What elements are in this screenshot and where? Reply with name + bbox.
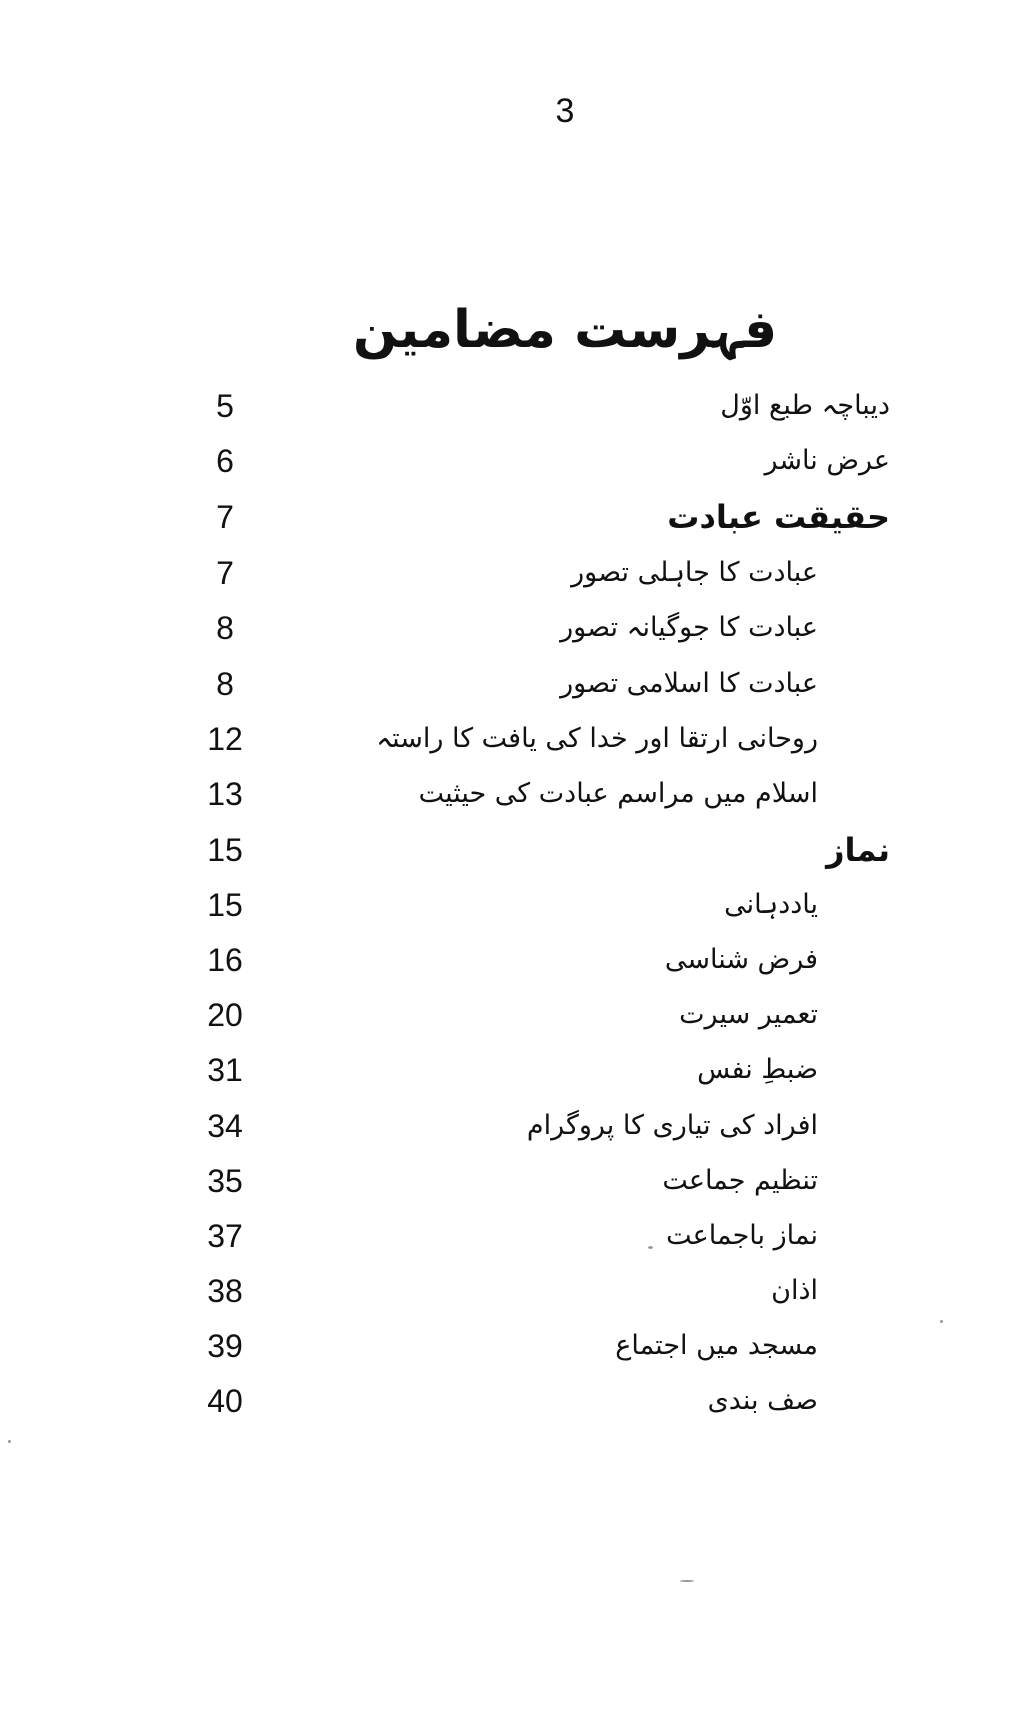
toc-entry-label: روحانی ارتقا اور خدا کی یافت کا راستہ — [376, 723, 818, 754]
toc-entry — [0, 1096, 1024, 1156]
toc-entry — [0, 598, 1024, 658]
toc-entry-label: یاددہانی — [724, 889, 818, 920]
toc-entry — [0, 875, 1024, 935]
toc-entry-label: اسلام میں مراسم عبادت کی حیثیت — [418, 778, 818, 809]
toc-entry-label: دیباچہ طبع اوّل — [720, 390, 890, 421]
toc-entry-label: صف بندی — [707, 1385, 818, 1416]
toc-entry-page: 39 — [207, 1328, 243, 1364]
scan-speck — [940, 1320, 943, 1323]
toc-entry-page: 13 — [207, 776, 243, 812]
toc-entry-page: 6 — [216, 443, 234, 479]
toc-entry-label: عبادت کا جوگیانہ تصور — [560, 612, 818, 643]
page-number: 3 — [555, 92, 575, 130]
toc-entry — [0, 930, 1024, 990]
toc-entry-label: حقیقت عبادت — [667, 498, 890, 536]
toc-entry-page: 40 — [207, 1383, 243, 1419]
toc-entry-page: 34 — [207, 1108, 243, 1144]
toc-entry — [0, 1316, 1024, 1376]
toc-entry-page: 8 — [216, 666, 234, 702]
toc-entry — [0, 376, 1024, 436]
toc-entry-label: اذان — [771, 1275, 818, 1306]
scan-speck — [8, 1440, 11, 1443]
scan-speck — [648, 1246, 653, 1249]
toc-entry-label: عبادت کا اسلامی تصور — [560, 668, 818, 699]
toc-entry-page: 5 — [216, 388, 234, 424]
scan-speck — [680, 1580, 694, 1582]
toc-entry-label: تعمیر سیرت — [679, 999, 818, 1030]
toc-section-heading — [0, 487, 1024, 547]
toc-entry — [0, 654, 1024, 714]
page-title: فہرست مضامین — [352, 300, 778, 360]
toc-entry — [0, 985, 1024, 1045]
toc-entry-page: 38 — [207, 1273, 243, 1309]
toc-entry — [0, 1206, 1024, 1266]
toc-entry-page: 20 — [207, 997, 243, 1033]
toc-entry-label: مسجد میں اجتماع — [615, 1330, 818, 1361]
toc-entry — [0, 1261, 1024, 1321]
toc-entry-page: 8 — [216, 610, 234, 646]
toc-entry-page: 7 — [216, 499, 234, 535]
toc-entry-label: افراد کی تیاری کا پروگرام — [526, 1110, 818, 1141]
toc-entry — [0, 431, 1024, 491]
toc-entry — [0, 709, 1024, 769]
toc-entry-page: 31 — [207, 1052, 243, 1088]
toc-entry — [0, 764, 1024, 824]
toc-entry-label: عرض ناشر — [764, 445, 890, 476]
toc-entry-label: نماز — [826, 831, 890, 869]
toc-entry-page: 15 — [207, 887, 243, 923]
toc-entry-page: 16 — [207, 942, 243, 978]
toc-entry-page: 7 — [216, 555, 234, 591]
toc-entry-page: 37 — [207, 1218, 243, 1254]
toc-entry — [0, 543, 1024, 603]
toc-entry-label: فرض شناسی — [664, 944, 818, 975]
toc-entry-page: 15 — [207, 832, 243, 868]
toc-entry-label: نماز باجماعت — [666, 1220, 818, 1251]
toc-section-heading — [0, 820, 1024, 880]
toc-entry — [0, 1040, 1024, 1100]
toc-entry-page: 12 — [207, 721, 243, 757]
toc-entry-label: عبادت کا جاہلی تصور — [571, 557, 818, 588]
toc-entry-label: ضبطِ نفس — [697, 1054, 818, 1085]
toc-entry — [0, 1151, 1024, 1211]
toc-entry-page: 35 — [207, 1163, 243, 1199]
toc-entry-label: تنظیم جماعت — [662, 1165, 818, 1196]
toc-entry — [0, 1371, 1024, 1431]
